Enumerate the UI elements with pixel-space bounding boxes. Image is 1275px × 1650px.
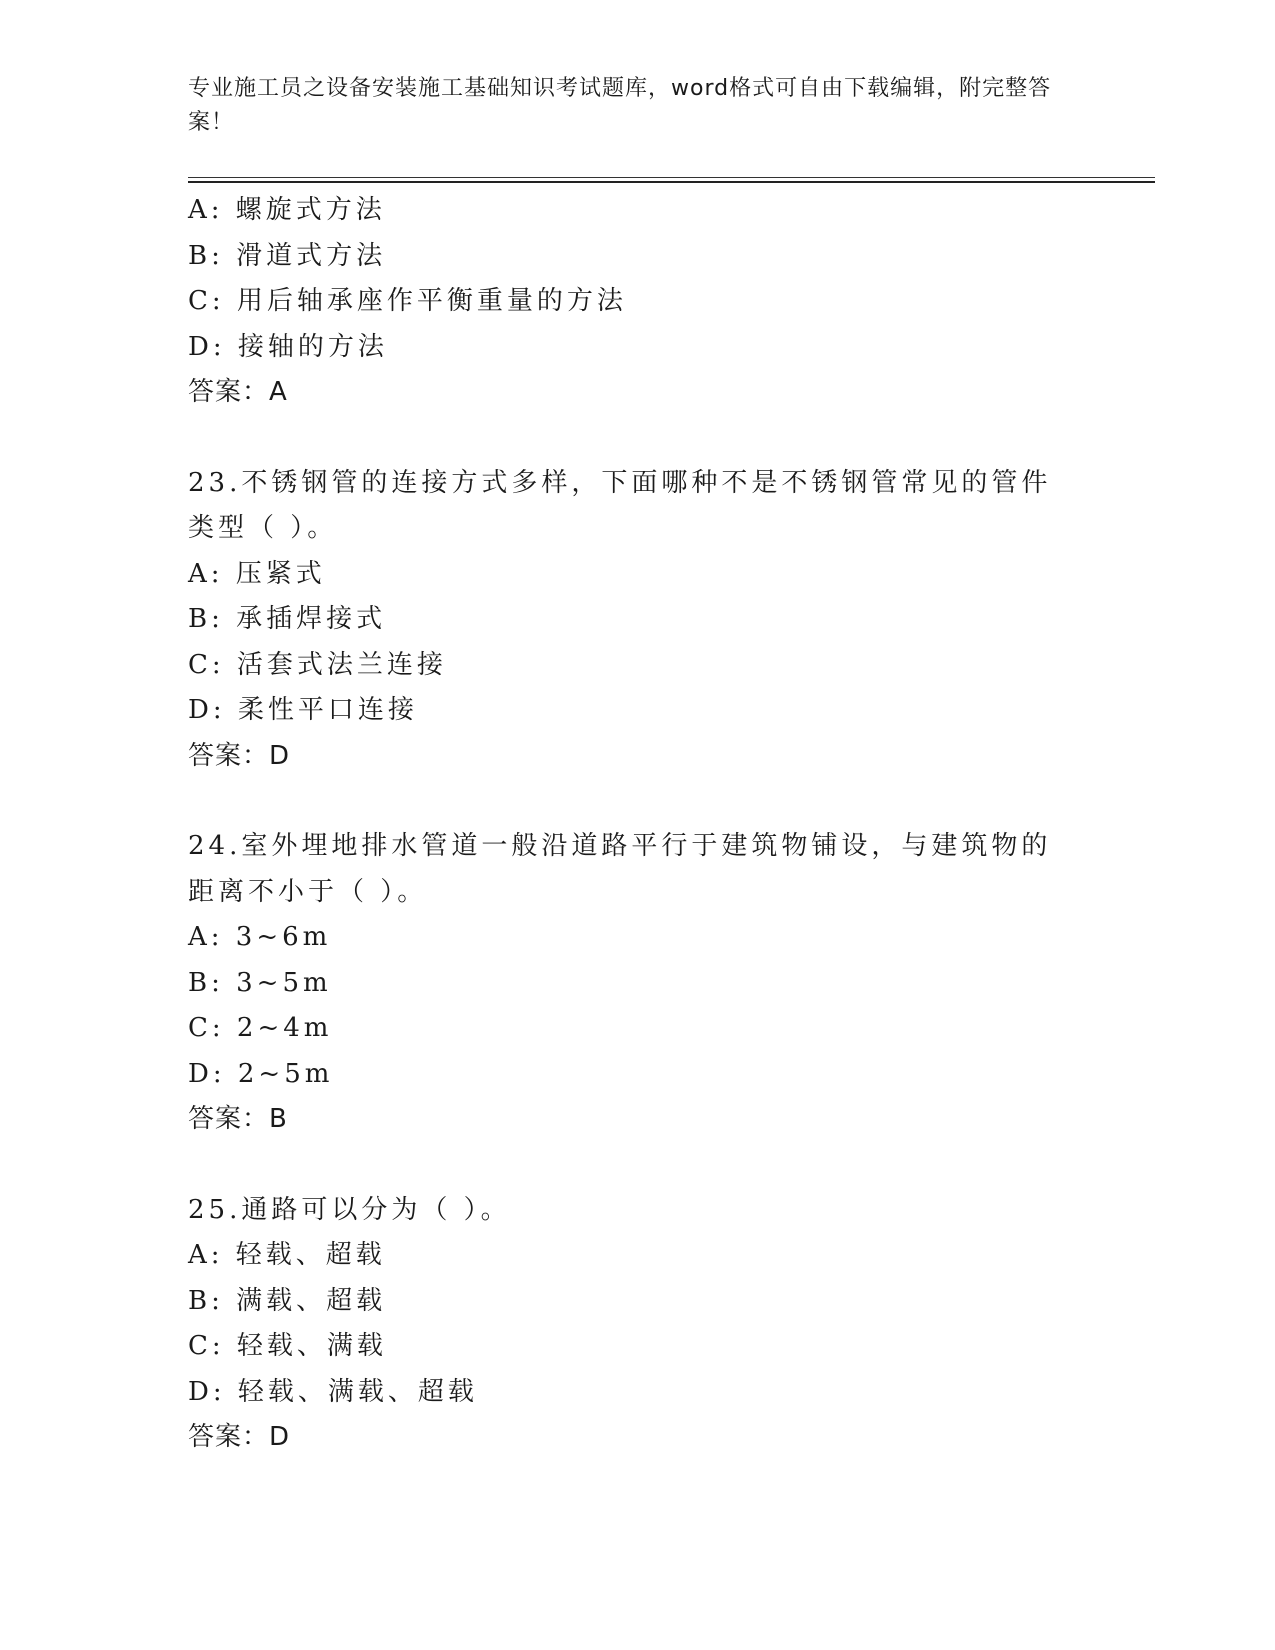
spacer (188, 1143, 1088, 1188)
option-b: B: 满载、超载 (188, 1285, 387, 1316)
option-a: A: 轻载、超载 (188, 1240, 386, 1270)
spacer (188, 416, 1088, 461)
option-d: D: 2~5m (188, 1058, 334, 1089)
question-stem: 24.室外埋地排水管道一般沿道路平行于建筑物铺设，与建筑物的距离不小于（ ）。 (188, 831, 1052, 907)
option-d: D: 轻载、满载、超载 (188, 1376, 478, 1407)
question-stem: 25.通路可以分为（ ）。 (188, 1194, 511, 1225)
option-c: C: 轻载、满载 (188, 1331, 387, 1361)
option-a: A: 压紧式 (188, 558, 326, 589)
option-b: B: 滑道式方法 (188, 240, 387, 271)
option-c: C: 用后轴承座作平衡重量的方法 (188, 286, 627, 316)
option-d: D: 接轴的方法 (188, 331, 388, 362)
option-c: C: 2~4m (188, 1013, 333, 1043)
question-24-block (188, 824, 1088, 1143)
header-rule-thick (188, 181, 1155, 183)
answer-line: 答案：B (188, 1104, 288, 1134)
answer-line: 答案：D (188, 740, 291, 771)
option-a: A: 3~6m (188, 922, 332, 952)
header-rule-thin (188, 177, 1155, 178)
option-a: A: 螺旋式方法 (188, 195, 386, 225)
spacer (188, 779, 1088, 824)
question-22-block (188, 188, 1088, 416)
question-stem: 23.不锈钢管的连接方式多样，下面哪种不是不锈钢管常见的管件类型（ ）。 (188, 467, 1052, 543)
document-header: 专业施工员之设备安装施工基础知识考试题库，word格式可自由下载编辑，附完整答案！ (188, 76, 1052, 135)
option-d: D: 柔性平口连接 (188, 695, 418, 725)
answer-line: 答案：D (188, 1422, 291, 1452)
question-25-block (188, 1188, 1088, 1461)
answer-line: 答案：A (188, 377, 288, 407)
option-b: B: 承插焊接式 (188, 604, 387, 634)
question-23-block (188, 461, 1088, 780)
option-b: B: 3~5m (188, 967, 332, 998)
option-c: C: 活套式法兰连接 (188, 649, 447, 680)
question-list (188, 188, 1088, 1461)
